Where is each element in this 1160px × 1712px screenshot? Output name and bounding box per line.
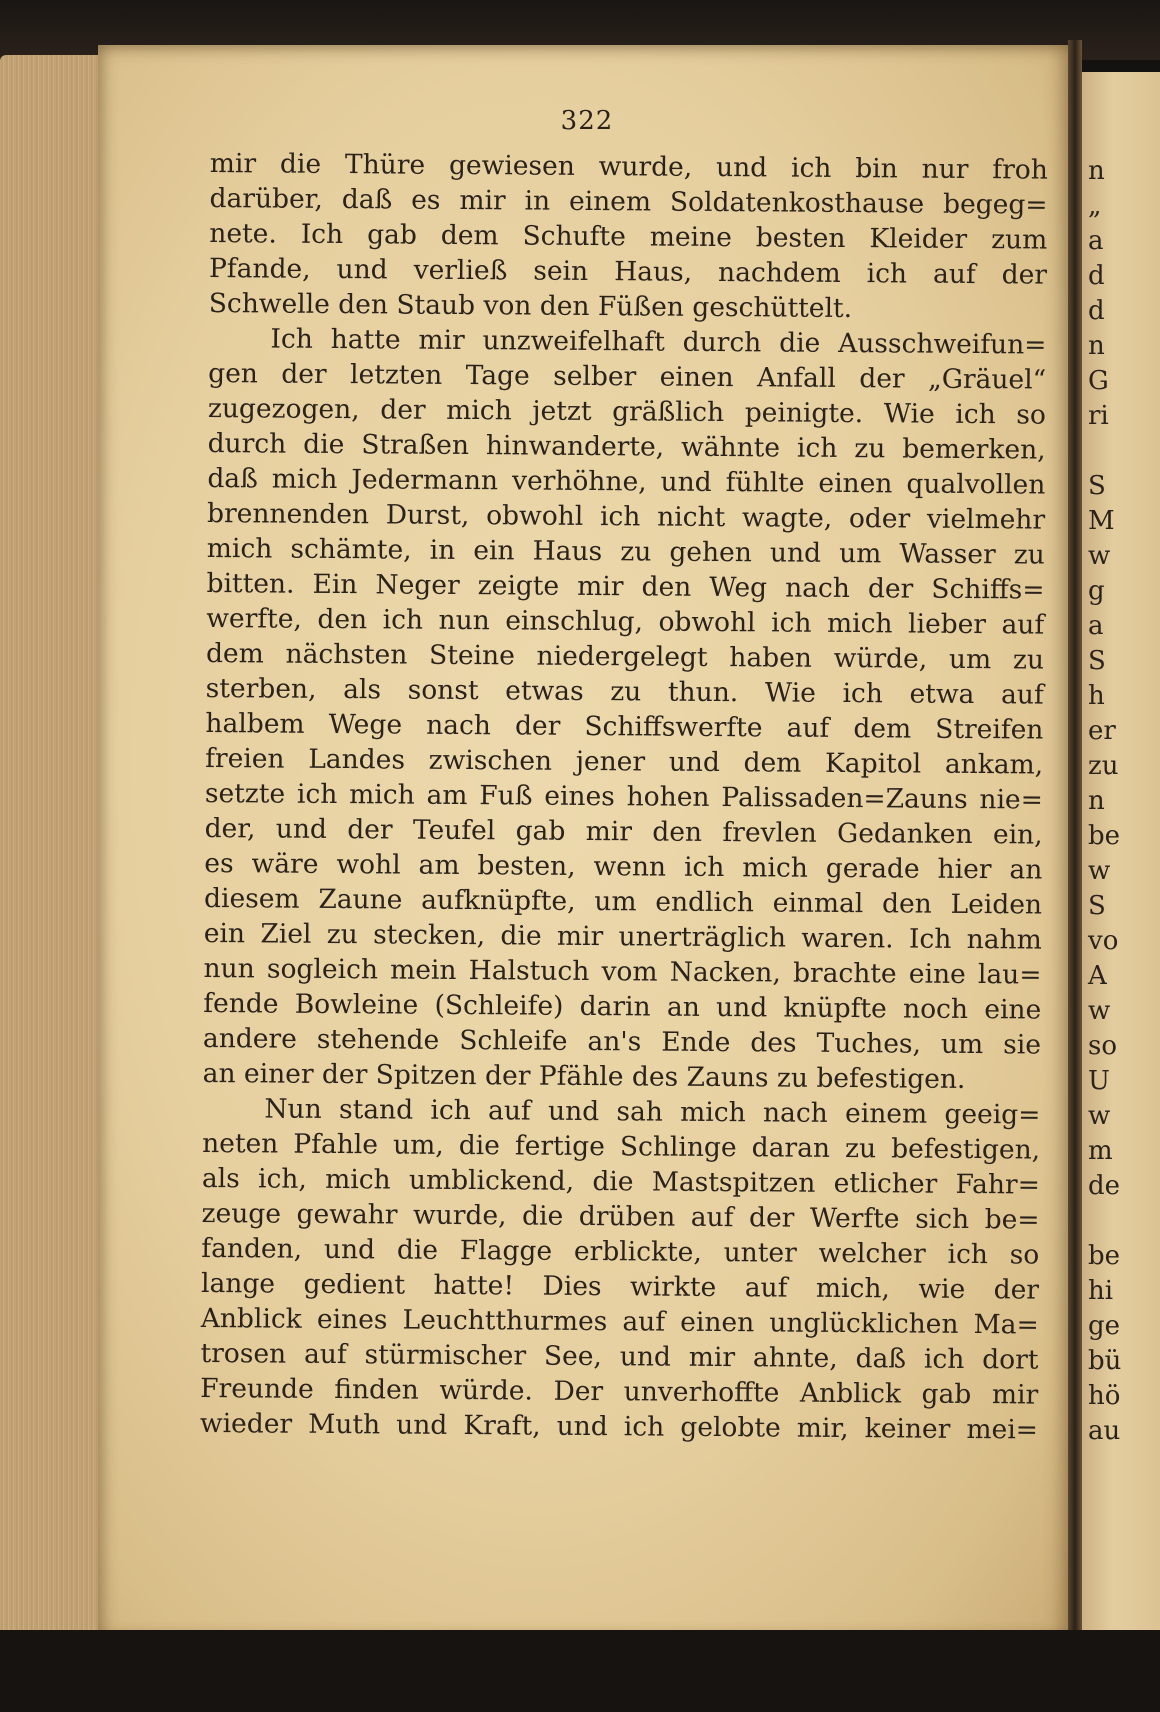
next-page-line-fragment: n	[1088, 331, 1105, 361]
book-gutter	[1068, 40, 1082, 1640]
text-line: fende Bowleine (Schleife) darin an und knüpfte noch eine	[203, 987, 1042, 1026]
text-line: Pfande, und verließ sein Haus, nachdem ich auf der	[208, 252, 1048, 291]
body-text	[200, 146, 1048, 1448]
text-line: wieder Muth und Kraft, und ich gelobte mir, keiner mei=	[199, 1407, 1039, 1446]
next-page-line-fragment: bü	[1088, 1346, 1122, 1376]
next-page-line-fragment	[1088, 434, 1160, 469]
text-line: mir die Thüre gewiesen wurde, und ich bin nur froh	[209, 147, 1048, 186]
text-line: diesem Zaune aufknüpfte, um endlich einmal den Leiden	[203, 882, 1043, 921]
next-page-line-fragment: w	[1088, 856, 1111, 886]
text-line: freien Landes zwischen jener und dem Kapitol ankam,	[205, 742, 1044, 781]
text-line: nete. Ich gab dem Schufte meine besten Kleider zum	[209, 217, 1048, 256]
next-page-line-fragment: hi	[1088, 1276, 1114, 1306]
next-page-line-fragment: h	[1088, 681, 1105, 711]
next-page-line-fragment: „	[1088, 191, 1102, 221]
next-page-line-fragment: A	[1088, 961, 1107, 991]
book-page-edges	[0, 55, 100, 1640]
text-line: der, und der Teufel gab mir den frevlen Gedanken ein,	[204, 812, 1043, 851]
next-page-line-fragment: d	[1088, 261, 1105, 291]
text-line: Anblick eines Leuchtthurmes auf einen unglücklichen Ma=	[200, 1302, 1039, 1341]
next-page-line-fragment: M	[1088, 506, 1115, 536]
text-line: an einer der Spitzen der Pfähle des Zauns zu befestigen.	[202, 1057, 966, 1095]
text-line: neten Pfahle um, die fertige Schlinge daran zu befestigen,	[202, 1127, 1041, 1166]
next-page-line-fragment: w	[1088, 1101, 1111, 1131]
next-page-line-fragment: so	[1088, 1031, 1117, 1061]
text-line: Ich hatte mir unzweifelhaft durch die Ausschweifun=	[270, 323, 1047, 361]
next-page-text-fragment	[1088, 154, 1160, 1449]
next-page-line-fragment: a	[1088, 611, 1104, 641]
text-line: setzte ich mich am Fuß eines hohen Palissaden=Zauns nie=	[204, 777, 1044, 816]
text-line: daß mich Jedermann verhöhne, und fühlte einen qualvollen	[207, 462, 1046, 501]
text-line: gen der letzten Tage selber einen Anfall der „Gräuel“	[208, 357, 1047, 396]
next-page-line-fragment: hö	[1088, 1381, 1121, 1411]
next-page-line-fragment	[1088, 1204, 1160, 1239]
next-page-edge	[1082, 72, 1160, 1632]
next-page-line-fragment: ge	[1088, 1311, 1121, 1341]
text-line: werfte, den ich nun einschlug, obwohl ich mich lieber auf	[206, 602, 1045, 641]
next-page-line-fragment: S	[1088, 891, 1106, 921]
text-line: nun sogleich mein Halstuch vom Nacken, brachte eine lau=	[203, 952, 1042, 991]
next-page-line-fragment: be	[1088, 1241, 1121, 1271]
next-page-line-fragment: U	[1088, 1066, 1110, 1096]
text-line: lange gedient hatte! Dies wirkte auf mich, wie der	[200, 1267, 1040, 1306]
bottom-shadow	[0, 1630, 1160, 1712]
text-line: ein Ziel zu stecken, die mir unerträglich waren. Ich nahm	[203, 917, 1042, 956]
text-line: dem nächsten Steine niedergelegt haben würde, um zu	[205, 637, 1045, 676]
next-page-line-fragment: n	[1088, 786, 1105, 816]
next-page-line-fragment: be	[1088, 821, 1121, 851]
text-line: als ich, mich umblickend, die Mastspitzen etlicher Fahr=	[201, 1162, 1040, 1201]
text-line: fanden, und die Flagge erblickte, unter welcher ich so	[201, 1232, 1040, 1271]
next-page-line-fragment: vo	[1088, 926, 1119, 956]
next-page-line-fragment: G	[1088, 366, 1109, 396]
next-page-line-fragment: S	[1088, 646, 1106, 676]
next-page-line-fragment: g	[1088, 576, 1105, 606]
text-line: darüber, daß es mir in einem Soldatenkosthause begeg=	[209, 182, 1048, 221]
text-line: bitten. Ein Neger zeigte mir den Weg nach der Schiffs=	[206, 567, 1045, 606]
text-line: es wäre wohl am besten, wenn ich mich gerade hier an	[204, 847, 1043, 886]
text-line: halbem Wege nach der Schiffswerfte auf dem Streifen	[205, 707, 1044, 746]
page-number: 322	[560, 106, 614, 136]
next-page-line-fragment: de	[1088, 1171, 1121, 1201]
text-line: zugezogen, der mich jetzt gräßlich peinigte. Wie ich so	[207, 392, 1047, 431]
next-page-line-fragment: a	[1088, 226, 1104, 256]
text-line: andere stehende Schleife an's Ende des Tuches, um sie	[202, 1022, 1042, 1061]
next-page-line-fragment: au	[1088, 1416, 1121, 1446]
text-line: mich schämte, in ein Haus zu gehen und um Wasser zu	[206, 532, 1045, 571]
next-page-line-fragment: n	[1088, 156, 1105, 186]
text-line: brennenden Durst, obwohl ich nicht wagte, oder vielmehr	[206, 497, 1046, 536]
text-line: zeuge gewahr wurde, die drüben auf der Werfte sich be=	[201, 1197, 1040, 1236]
text-line: durch die Straßen hinwanderte, wähnte ich zu bemerken,	[207, 427, 1046, 466]
next-page-line-fragment: zu	[1088, 751, 1119, 781]
next-page-line-fragment: S	[1088, 471, 1106, 501]
text-line: Nun stand ich auf und sah mich nach einem geeig=	[264, 1093, 1041, 1131]
next-page-line-fragment: ri	[1088, 401, 1109, 431]
next-page-line-fragment: m	[1088, 1136, 1113, 1166]
text-line: Schwelle den Staub von den Füßen geschüttelt.	[208, 287, 853, 325]
next-page-line-fragment: d	[1088, 296, 1105, 326]
next-page-line-fragment: er	[1088, 716, 1116, 746]
text-line: Freunde finden würde. Der unverhoffte Anblick gab mir	[200, 1372, 1039, 1411]
text-line: trosen auf stürmischer See, und mir ahnte, daß ich dort	[200, 1337, 1039, 1376]
next-page-line-fragment: w	[1088, 541, 1111, 571]
next-page-line-fragment: w	[1088, 996, 1111, 1026]
text-line: sterben, als sonst etwas zu thun. Wie ich etwa auf	[205, 672, 1044, 711]
